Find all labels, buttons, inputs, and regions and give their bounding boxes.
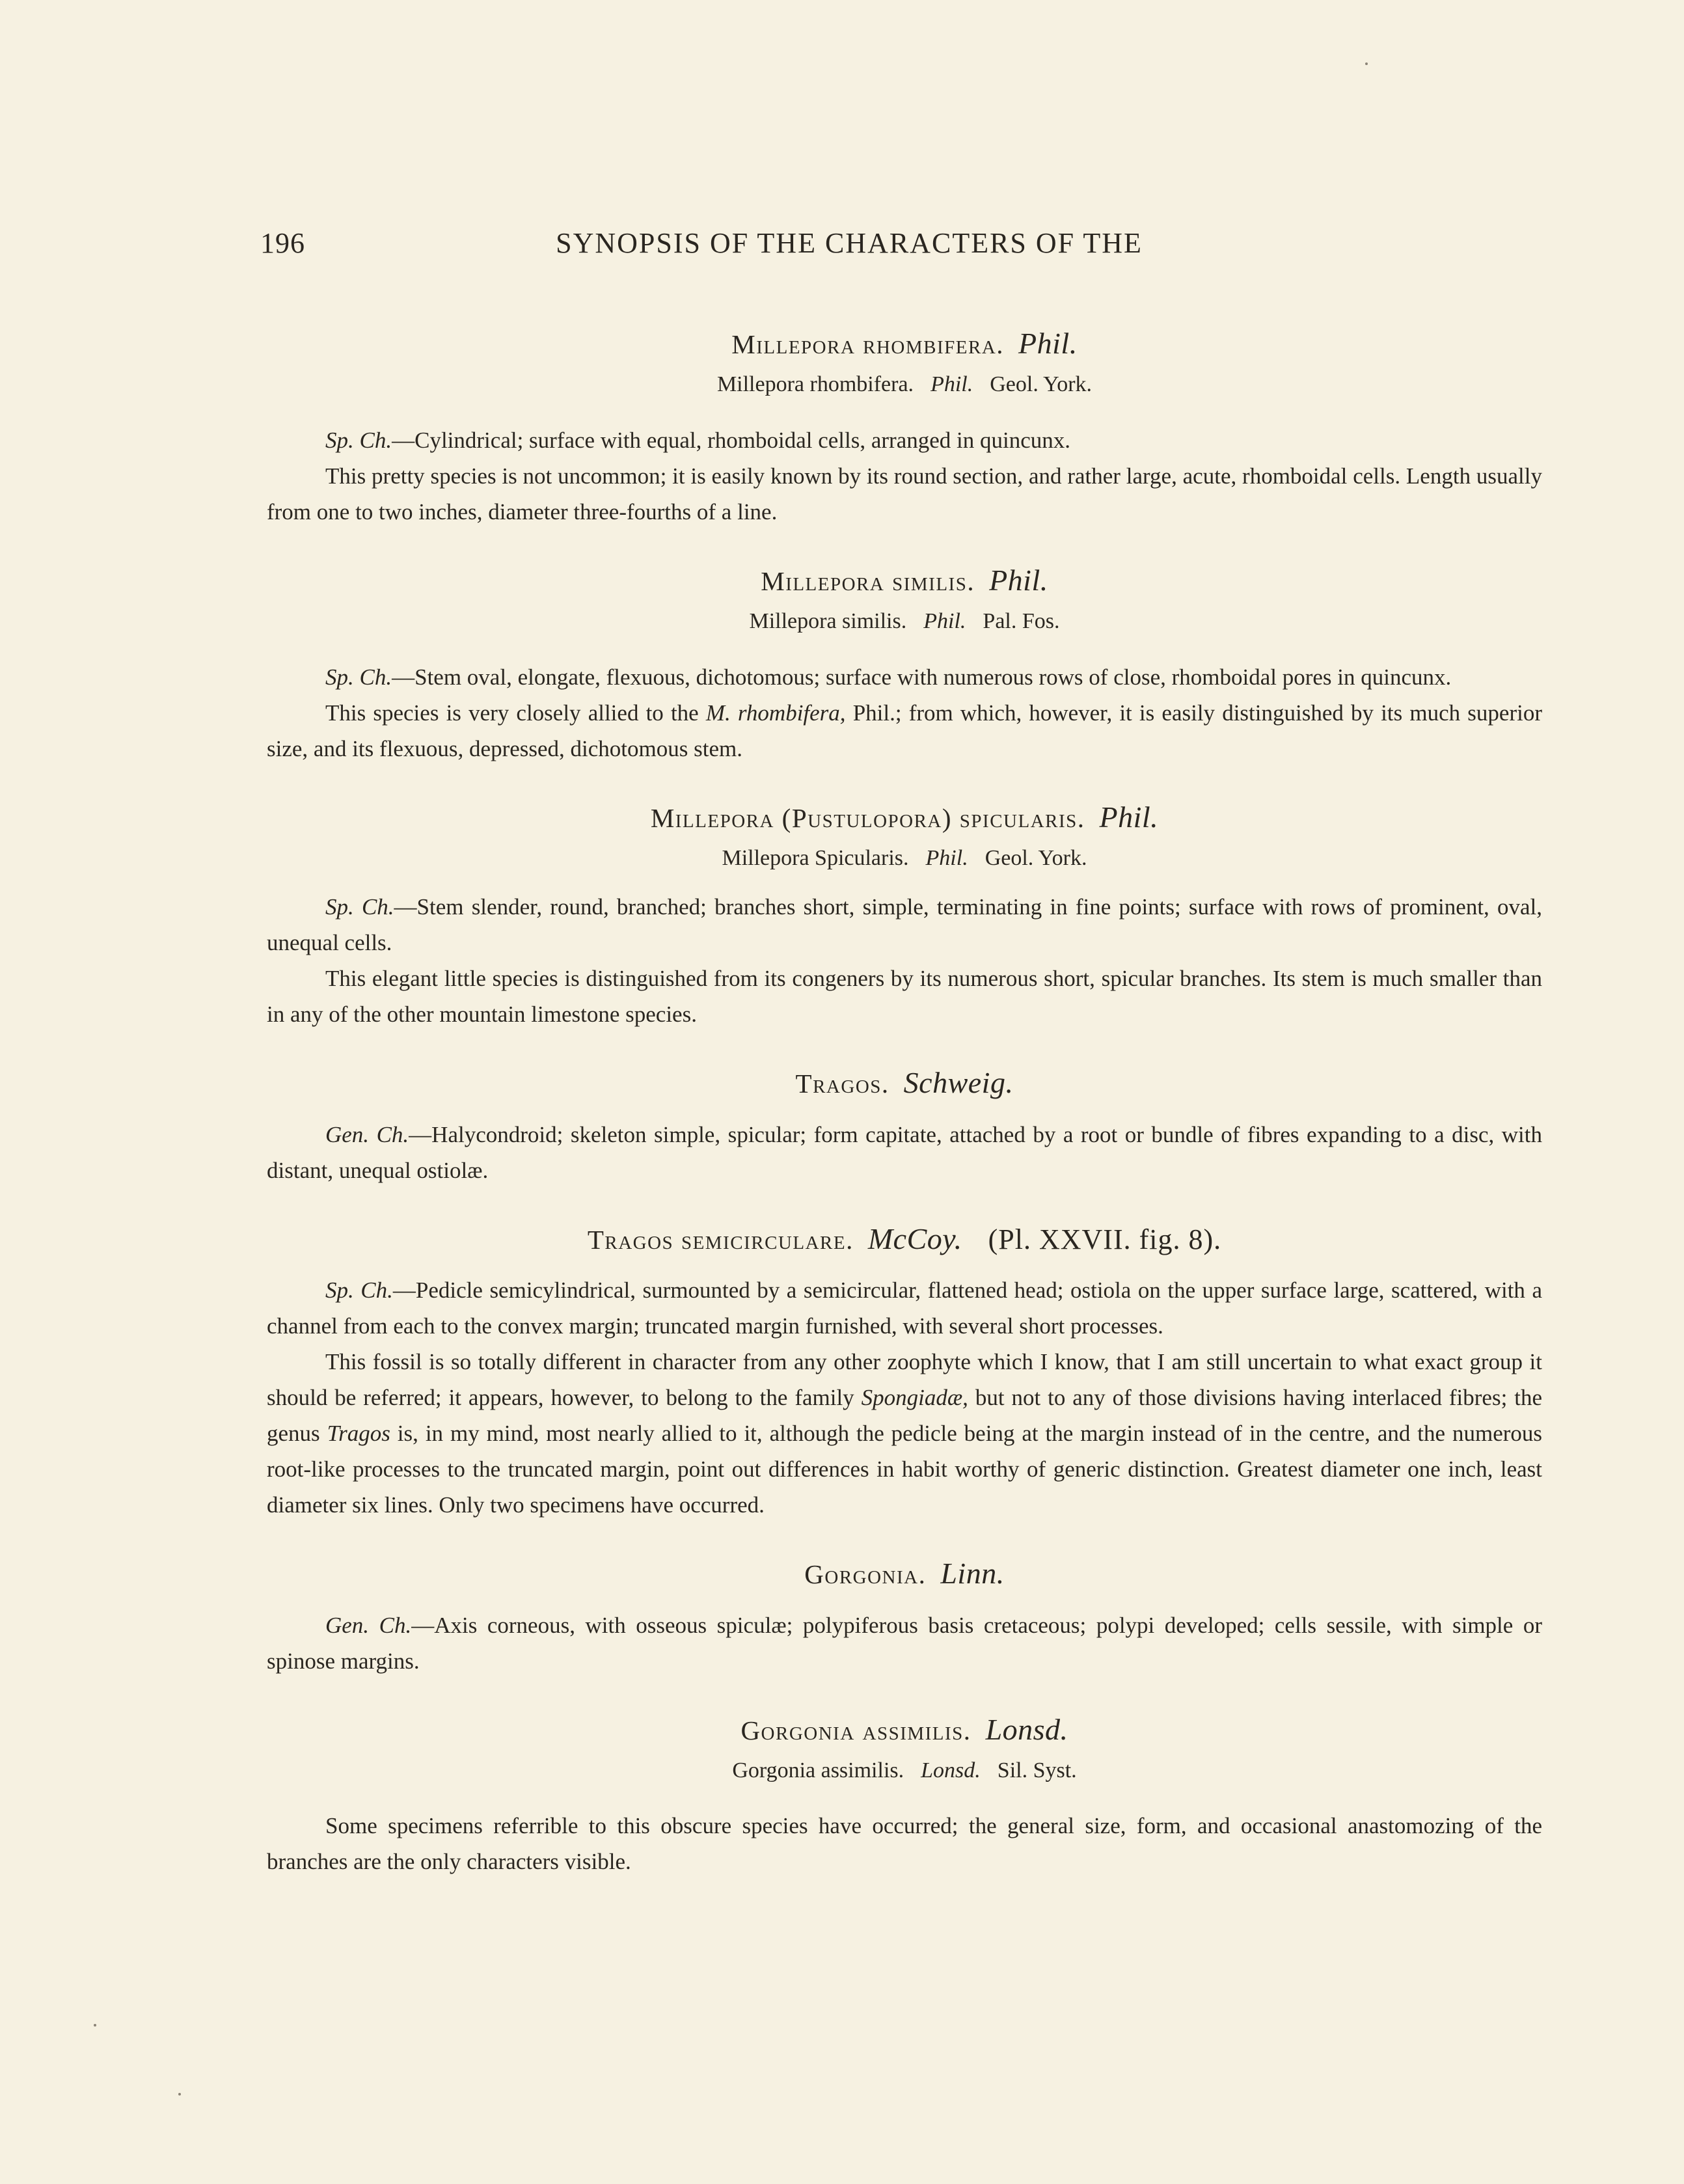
species-tragos-semicirculare bbox=[267, 1221, 1542, 1523]
specific-characters bbox=[267, 1272, 1542, 1344]
page-content bbox=[267, 325, 1542, 1879]
char-text: —Cylindrical; surface with equal, rhomboidal cells, arranged in quincunx. bbox=[392, 427, 1070, 453]
species-name: Millepora similis. bbox=[761, 566, 975, 596]
specific-characters bbox=[267, 889, 1542, 961]
generic-characters bbox=[267, 1607, 1542, 1679]
specific-characters bbox=[267, 659, 1542, 695]
description-paragraph: This elegant little species is distinguished from its congeners by its numerous short, spicular branches. Its stem is much smaller than in any of the other mountain limestone species. bbox=[267, 966, 1542, 1028]
synonym-name: Millepora rhombifera. bbox=[716, 372, 914, 397]
specific-characters bbox=[267, 422, 1542, 458]
species-author: Phil. bbox=[1018, 327, 1078, 360]
char-text: —Pedicle semicylindrical, surmounted by a semicircular, flattened head; ostiola on the upper surface large, scattered, with a channel from each to the convex margin; truncated margin furnished, with several short processes. bbox=[267, 1277, 1542, 1339]
synonym-name: Millepora Spicularis. bbox=[722, 845, 909, 870]
genus-tragos bbox=[267, 1065, 1542, 1188]
synonym-author: Phil. bbox=[923, 608, 966, 633]
char-text: —Halycondroid; skeleton simple, spicular; form capitate, attached by a root or bundle of fibres expanding to a disc, with distant, unequal ostiolæ. bbox=[267, 1121, 1543, 1183]
char-text: —Stem slender, round, branched; branches short, simple, terminating in fine points; surface with rows of prominent, oval, unequal cells. bbox=[267, 894, 1542, 956]
running-title: SYNOPSIS OF THE CHARACTERS OF THE bbox=[556, 227, 1143, 259]
synonymy bbox=[267, 369, 1542, 400]
description-paragraph bbox=[267, 1344, 1542, 1523]
italic-taxon: M. rhombifera, bbox=[705, 700, 846, 726]
page-number: 196 bbox=[260, 227, 305, 259]
paper-speck bbox=[1365, 62, 1368, 65]
page-header bbox=[260, 226, 1438, 266]
synonym-name: Gorgonia assimilis. bbox=[732, 1758, 904, 1782]
species-heading bbox=[267, 562, 1542, 598]
species-heading bbox=[267, 1712, 1542, 1747]
text-run: This species is very closely allied to the bbox=[325, 700, 706, 726]
char-label: Gen. Ch. bbox=[325, 1612, 412, 1638]
species-name: Millepora rhombifera. bbox=[731, 329, 1005, 359]
italic-family: Spongiadæ, bbox=[861, 1385, 968, 1411]
species-name: Millepora (Pustulopora) spicularis. bbox=[650, 802, 1085, 833]
genus-gorgonia bbox=[267, 1555, 1542, 1678]
synonymy bbox=[267, 606, 1542, 637]
description-paragraph bbox=[267, 695, 1542, 767]
genus-heading bbox=[267, 1065, 1542, 1100]
genus-name: Gorgonia. bbox=[804, 1559, 927, 1590]
text-run: but not to any of those divisions having interlaced fibres; the genus bbox=[267, 1385, 1542, 1447]
species-name: Gorgonia assimilis. bbox=[740, 1715, 971, 1745]
species-millepora-rhombifera bbox=[267, 325, 1542, 530]
italic-genus: Tragos bbox=[327, 1421, 390, 1447]
species-name: Tragos semicirculare. bbox=[587, 1224, 854, 1255]
species-author: Phil. bbox=[989, 563, 1048, 597]
synonym-author: Phil. bbox=[925, 845, 968, 870]
species-heading bbox=[267, 1221, 1542, 1257]
species-author: McCoy. bbox=[867, 1222, 962, 1255]
generic-characters bbox=[267, 1117, 1542, 1188]
plate-reference: (Pl. XXVII. fig. 8). bbox=[988, 1223, 1222, 1255]
char-label: Sp. Ch. bbox=[325, 427, 392, 453]
char-label: Sp. Ch. bbox=[325, 1277, 393, 1304]
species-heading bbox=[267, 799, 1542, 835]
char-label: Sp. Ch. bbox=[325, 894, 394, 920]
paper-speck bbox=[178, 2093, 181, 2095]
text-run: is, in my mind, most nearly allied to it, although the pedicle being at the margin instead of in the centre, and the numerous root-like processes to the truncated margin, point out differences in habit worthy of generic distinction. Greatest diameter one inch, least diameter six lines. Only two specimens have occurred. bbox=[267, 1421, 1543, 1518]
synonym-author: Lonsd. bbox=[921, 1758, 981, 1782]
char-label: Sp. Ch. bbox=[325, 664, 392, 690]
synonymy bbox=[267, 843, 1542, 874]
species-millepora-spicularis bbox=[267, 799, 1542, 1033]
species-gorgonia-assimilis bbox=[267, 1712, 1542, 1880]
synonym-reference: Sil. Syst. bbox=[997, 1758, 1077, 1782]
text-run: Phil.; from which, however, it is easily distinguished by its much superior size, and its flexuous, depressed, dichotomous stem. bbox=[267, 700, 1542, 761]
paper-speck bbox=[94, 2024, 96, 2027]
genus-author: Schweig. bbox=[903, 1066, 1014, 1100]
text-run: This fossil is so totally different in character from any other zoophyte which I know, that I am still uncertain to what exact group it should be referred; it appears, however, to belong to the family bbox=[267, 1349, 1542, 1411]
species-heading bbox=[267, 325, 1542, 361]
species-millepora-similis bbox=[267, 562, 1542, 767]
genus-name: Tragos. bbox=[795, 1069, 890, 1099]
description-paragraph: Some specimens referrible to this obscure species have occurred; the general size, form, and occasional anastomozing of the branches are the only characters visible. bbox=[267, 1813, 1542, 1875]
char-label: Gen. Ch. bbox=[325, 1121, 409, 1147]
species-author: Phil. bbox=[1099, 800, 1159, 834]
synonym-author: Phil. bbox=[930, 372, 973, 397]
synonym-reference: Geol. York. bbox=[985, 845, 1087, 870]
description-paragraph: This pretty species is not uncommon; it is easily known by its round section, and rather large, acute, rhomboidal cells. Length usually from one to two inches, diameter three-fourths of a line. bbox=[267, 463, 1542, 525]
char-text: —Stem oval, elongate, flexuous, dichotomous; surface with numerous rows of close, rhomboidal pores in quincunx. bbox=[392, 664, 1452, 690]
genus-author: Linn. bbox=[940, 1557, 1005, 1590]
synonym-reference: Pal. Fos. bbox=[983, 608, 1060, 633]
char-text: —Axis corneous, with osseous spiculæ; polypiferous basis cretaceous; polypi developed; cells sessile, with simple or spinose margins. bbox=[267, 1612, 1543, 1674]
synonym-name: Millepora similis. bbox=[749, 608, 907, 633]
species-author: Lonsd. bbox=[985, 1712, 1068, 1746]
synonymy bbox=[267, 1755, 1542, 1786]
genus-heading bbox=[267, 1555, 1542, 1591]
synonym-reference: Geol. York. bbox=[990, 372, 1093, 397]
